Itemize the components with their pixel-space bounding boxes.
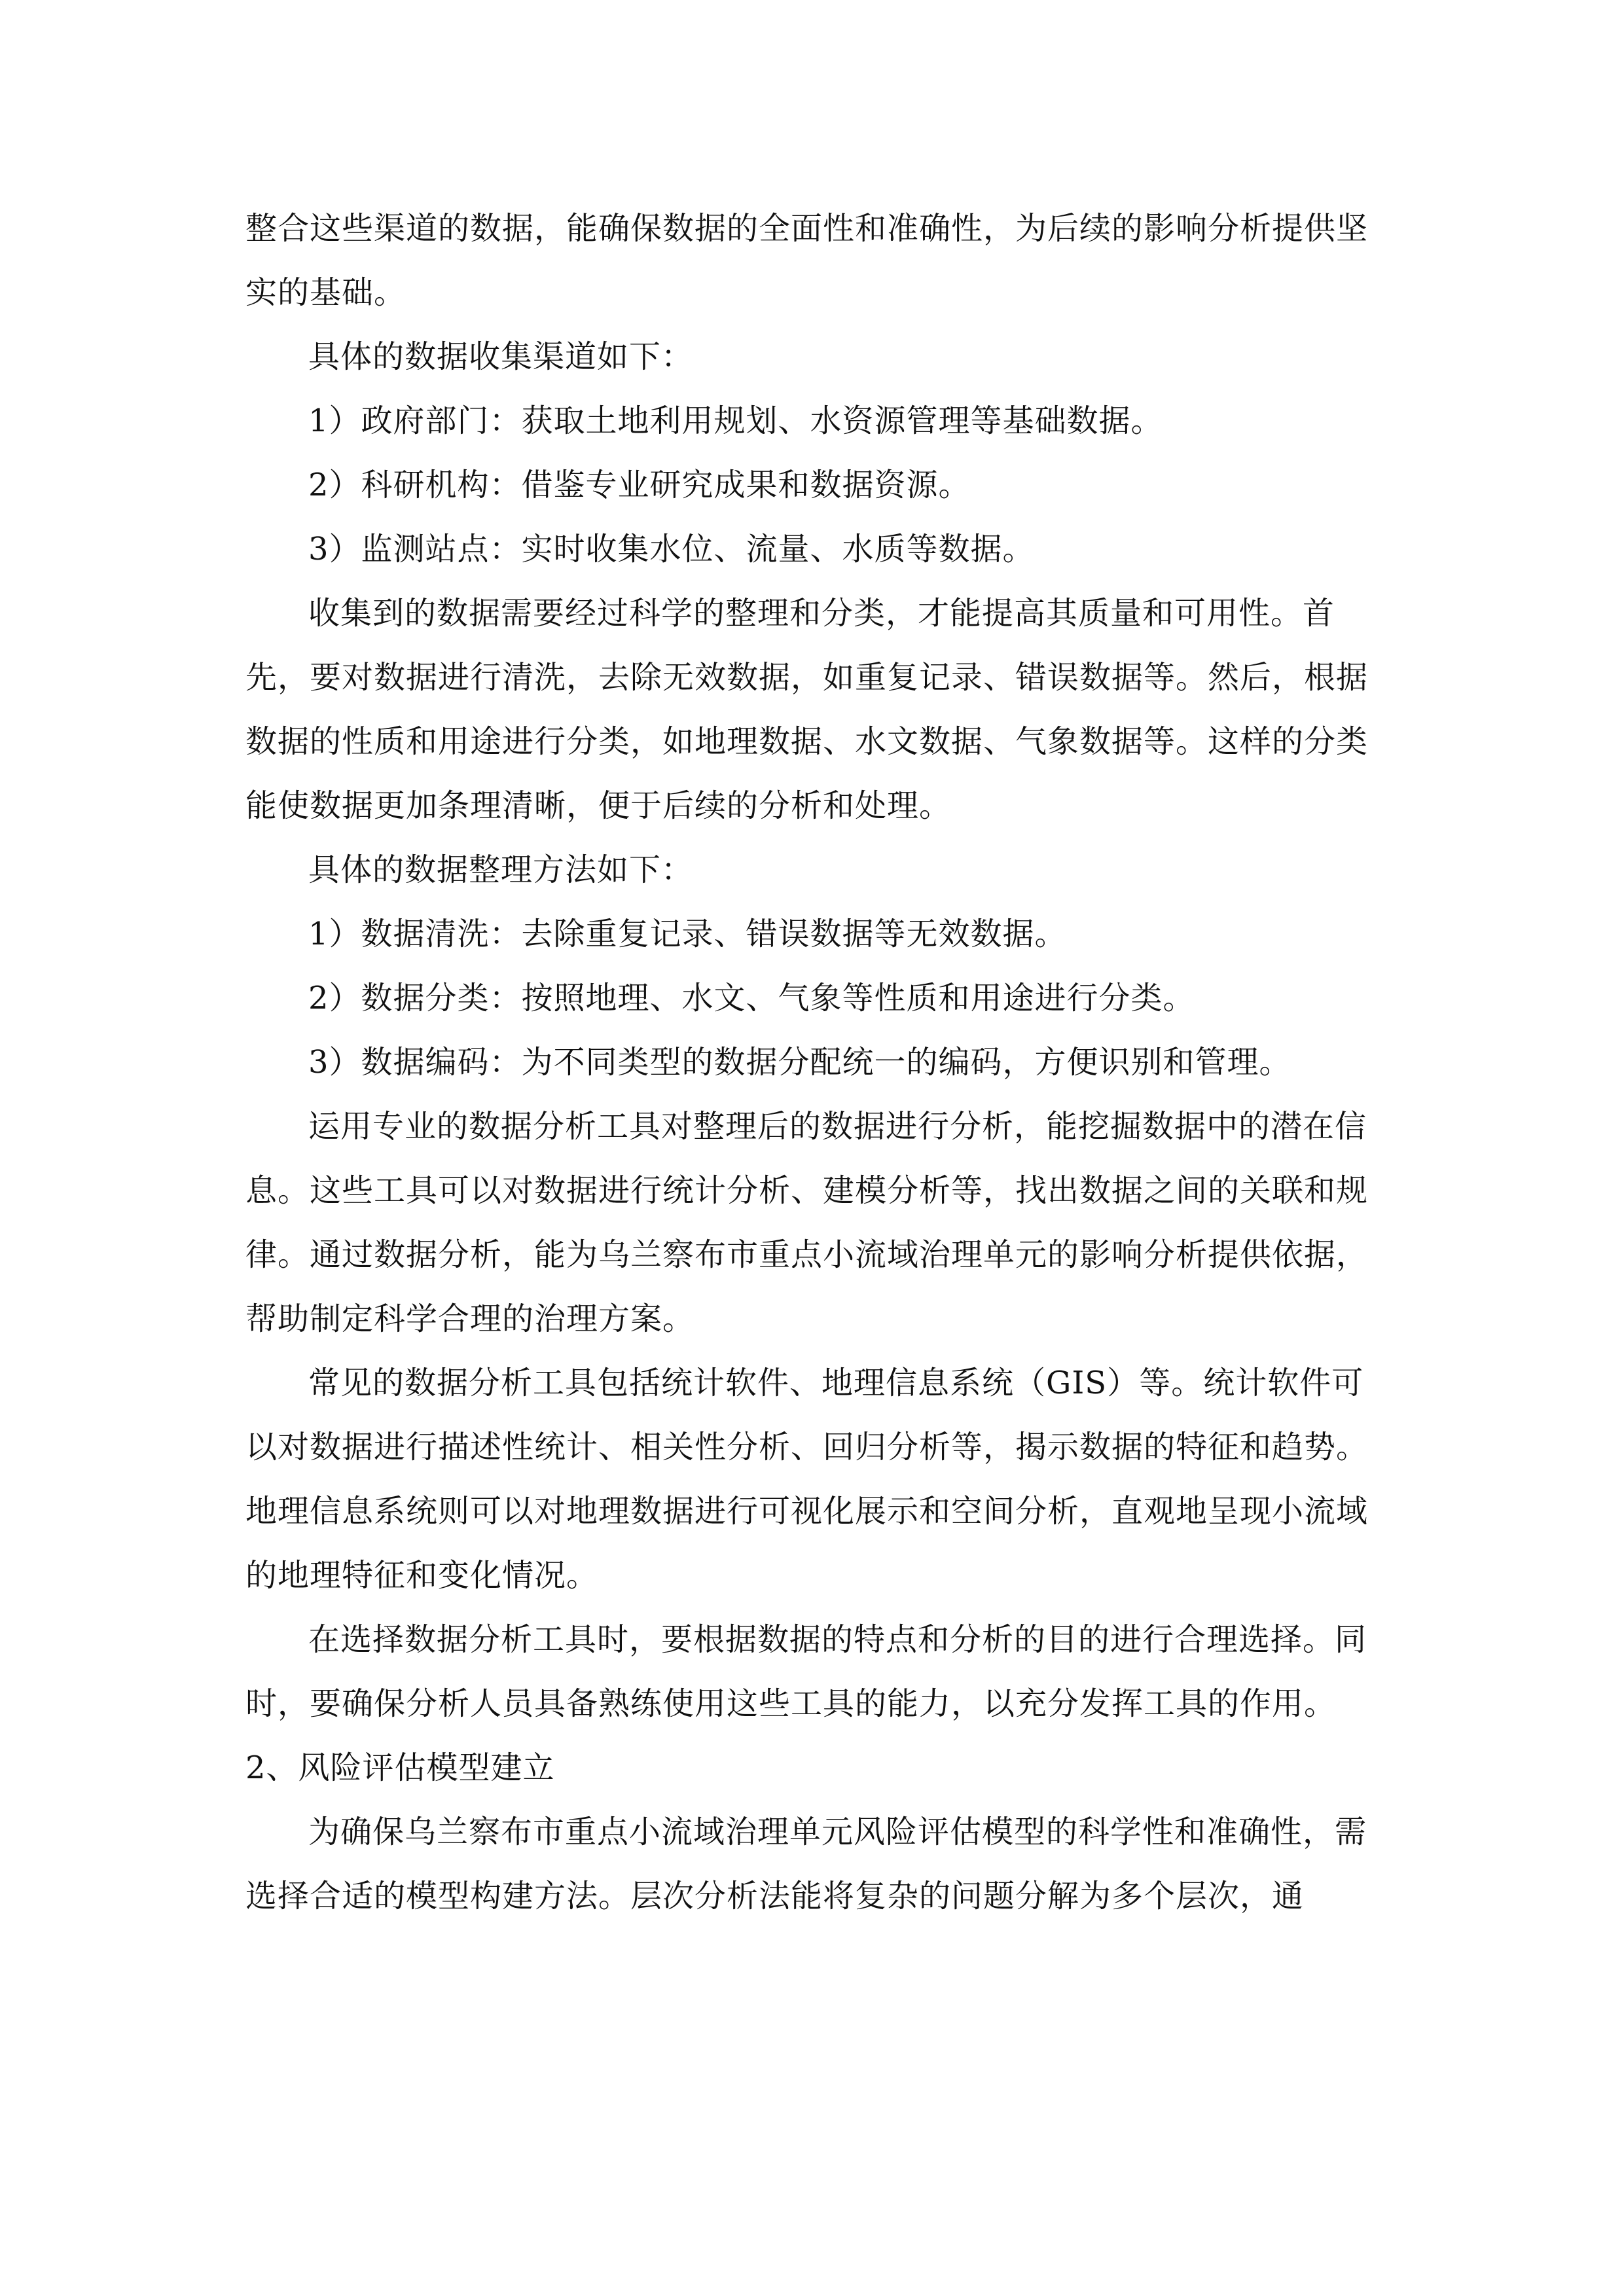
section-heading: 2、风险评估模型建立 <box>245 1749 555 1786</box>
paragraph-organization-intro: 具体的数据整理方法如下： <box>308 852 694 888</box>
paragraph-collection-intro: 具体的数据收集渠道如下： <box>308 338 694 375</box>
list-item-research: 2）科研机构：借鉴专业研究成果和数据资源。 <box>308 467 971 503</box>
paragraph-risk-model: 为确保乌兰察布市重点小流域治理单元风险评估模型的科学性和准确性，需选择合适的模型构建方法。层次分析法能将复杂的问题分解为多个层次，通 <box>245 1814 1367 1914</box>
paragraph-data-organization: 收集到的数据需要经过科学的整理和分类，才能提高其质量和可用性。首先，要对数据进行清洗，去除无效数据，如重复记录、错误数据等。然后，根据数据的性质和用途进行分类，如地理数据、水文数据、气象数据等。这样的分类能使数据更加条理清晰，便于后续的分析和处理。 <box>245 595 1369 824</box>
paragraph-data-analysis: 运用专业的数据分析工具对整理后的数据进行分析，能挖掘数据中的潜在信息。这些工具可以对数据进行统计分析、建模分析等，找出数据之间的关联和规律。通过数据分析，能为乌兰察布市重点小流域治理单元的影响分析提供依据，帮助制定科学合理的治理方案。 <box>245 1108 1369 1337</box>
list-item-monitoring: 3）监测站点：实时收集水位、流量、水质等数据。 <box>308 531 1035 567</box>
list-item-government: 1）政府部门：获取土地利用规划、水资源管理等基础数据。 <box>308 403 1163 439</box>
paragraph-tool-selection: 在选择数据分析工具时，要根据数据的特点和分析的目的进行合理选择。同时，要确保分析人员具备熟练使用这些工具的能力，以充分发挥工具的作用。 <box>245 1621 1367 1722</box>
document-body <box>245 196 1381 1928</box>
list-item-cleaning: 1）数据清洗：去除重复记录、错误数据等无效数据。 <box>308 916 1067 952</box>
paragraph-integration: 整合这些渠道的数据，能确保数据的全面性和准确性，为后续的影响分析提供坚实的基础。 <box>245 210 1369 311</box>
list-item-encoding: 3）数据编码：为不同类型的数据分配统一的编码，方便识别和管理。 <box>308 1044 1291 1081</box>
paragraph-analysis-tools: 常见的数据分析工具包括统计软件、地理信息系统（GIS）等。统计软件可以对数据进行描述性统计、相关性分析、回归分析等，揭示数据的特征和趋势。地理信息系统则可以对地理数据进行可视化展示和空间分析，直观地呈现小流域的地理特征和变化情况。 <box>245 1365 1369 1594</box>
list-item-classification: 2）数据分类：按照地理、水文、气象等性质和用途进行分类。 <box>308 980 1195 1016</box>
